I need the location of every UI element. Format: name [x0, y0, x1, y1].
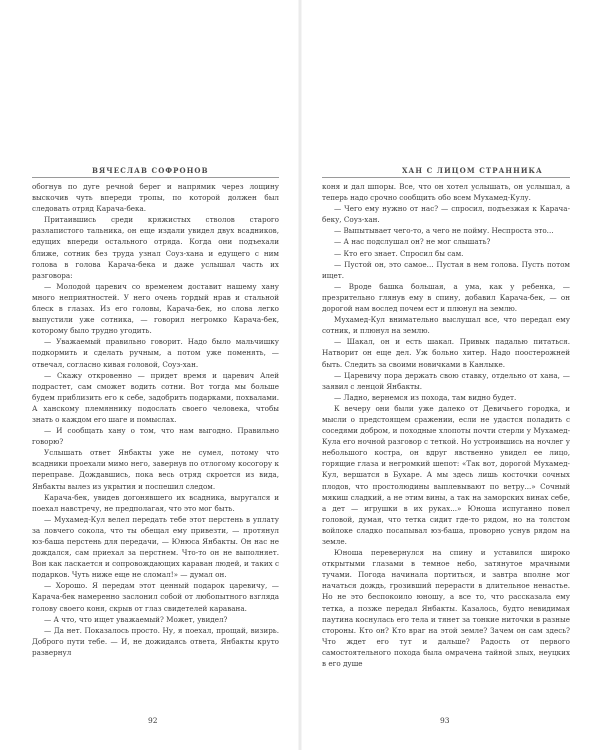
paragraph: — Царевичу пора держать свою ставку, отдельно от хана, — заявил с ленцой Янбакты. — [322, 370, 570, 391]
paragraph: — И сообщать хану о том, что нам выгодно. Правильно говорю? — [32, 426, 279, 447]
paragraph: — Молодой царевич со временем доставит нашему хану много неприятностей. У него очень гордый нрав и стальной блеск в глазах. Из его головы, Карача-бек, но слова легко выпустили уже сотника, — говорил негромко Карача-бек, которому было трудно угодить. — [32, 281, 279, 336]
paragraph: Услышать ответ Янбакты уже не сумел, потому что всадники проехали мимо него, завернув по отлогому косогору к переправе. Дождавшись, пока весь отряд скроется из вида, Янбакты вылез из укрытия и поспешил следом. — [32, 448, 279, 491]
paragraph: — Хорошо. Я передам этот ценный подарок царевичу, — Карача-бек намеренно заслонил собой от любопытного взгляда голову своего коня, скрыв от глаз свидетелей каравана. — [32, 581, 279, 613]
left-running-head: ВЯЧЕСЛАВ СОФРОНОВ — [92, 166, 209, 175]
right-page-number: 93 — [440, 716, 450, 725]
right-running-head: ХАН С ЛИЦОМ СТРАННИКА — [402, 166, 543, 175]
paragraph: — Шакал, он и есть шакал. Привык падалью питаться. Натворит он еще дел. Уж больно хитер. Надо поостерожней быть. Следить за своими новичками в Канлыке. — [322, 337, 570, 369]
right-body-text — [322, 181, 570, 669]
right-header-rule — [322, 177, 570, 178]
paragraph: Юноша перевернулся на спину и уставился широко открытыми глазами в темное небо, затянутое мрачными тучами. Погода начинала портиться, и завтра вполне мог начаться дождь, грозивший перерасти в длительное ненастье. Но не это беспокоило юношу, а все то, что рассказала ему тетка, а позже передал Янбакты. Казалось, будто невидимая паутина коснулась его тела и тянет за тонкие ниточки в разные стороны. Кто он? Кто враг на этой земле? Зачем он сам здесь? Что ждет его тут и дальше? Радость от первого самостоятельного похода была омрачена тайной злых, неуцких в его душе — [322, 548, 570, 669]
paragraph: — Вроде башка большая, а ума, как у ребенка, — презрительно глянув ему в спину, добавил Карача-бек, — он дорогой нам вослед почем ест и плюнул на землю. — [322, 281, 570, 314]
paragraph: — Ладно, вернемся из похода, там видно будет. — [334, 392, 517, 402]
paragraph: Мухамед-Кул внимательно выслушал все, что передал ему сотник, и плюнул на землю. — [322, 315, 570, 336]
paragraph: — Чего ему нужно от нас? — спросил, подъезжая к Карача-беку, Соуз-хан. — [322, 204, 570, 225]
paragraph: — Уважаемый правильно говорит. Надо было мальчишку подкормить и сделать ручным, а потом уже поменять, — отвечал, согласно кивая головой, Соуз-хан. — [32, 337, 279, 369]
paragraph: — Мухамед-Кул велел передать тебе этот перстень в уплату за ловчего сокола, что ты обещал ему привезти, — протянул юз-баша перстень для передачи, — Юнюса Янбакты. Он нас не дождался, сам приехал за перстнем. Что-то он не выполняет. Вон как ласкается и сопровождающих караван людей, и таких с подарков. Чуть ниже еще не сломал!» — думал он. — [32, 514, 279, 580]
right-page — [300, 0, 600, 750]
left-page-number: 92 — [148, 716, 158, 725]
paragraph: коня и дал шпоры. Все, что он хотел услышать, он услышал, а теперь надо срочно сообщить обо всем Мухамед-Кулу. — [322, 182, 570, 203]
paragraph: — Выпытывает чего-то, а чего не пойму. Неспроста это... — [334, 226, 554, 236]
left-header-rule — [32, 177, 279, 178]
paragraph: — А что, что ищет уважаемый? Может, увидел? — [44, 614, 228, 624]
paragraph: — Да нет. Показалось просто. Ну, я поехал, прощай, визирь. Доброго пути тебе. — И, не дожидаясь ответа, Янбакты круто развернул — [32, 625, 279, 657]
paragraph: обогнув по дуге речной берег и напрямик через лощину выскочив чуть впереди тропы, по которой должен был следовать отряд Карача-бека. — [32, 182, 279, 214]
paragraph: — Пустой он, это самое... Пустая в нем голова. Пусть потом ищет. — [322, 259, 570, 280]
paragraph: — Скажу откровенно — придет время и царевич Алей подрастет, сам сможет водить сотни. Вот тогда мы больше будем приблизить его к себе, задобрить подарками, похвалами. А ханскому племяннику подослать своего человека, чтобы знать о каждом его шаге и помыслах. — [32, 370, 279, 424]
paragraph: — А нас подслушал он? не мог слышать? — [334, 237, 491, 247]
paragraph: Карача-бек, увидев догонявшего их всадника, выругался и поехал навстречу, не предполагая, что это мог быть. — [32, 492, 279, 513]
left-body-text — [32, 181, 279, 658]
paragraph: К вечеру они были уже далеко от Девичьего городка, и мысли о предстоящем сражении, если не удастся поладить с соседями добром, и походные хлопоты почти стерли у Мухамед-Кула его ночной разговор с теткой. Но устроившись на ночлег у небольшого костра, он вдруг явственно увидел ее лицо, горящие глаза и негромкий шепот: «Так вот, дорогой Мухамед-Кул, вершатся в Бухаре. А мы здесь лишь косточки сочных плодов, что простолюдины выплевывают по ветру...» Сочный мякиш сладкий, а не этим вины, а так на заморских винах себе, а дет — игрушки в их руках...» Юноша испуганно повел головой, думая, что тетка сидит где-то рядом, но на толстом войлоке сладко посапывал юз-баша, проворно уснув рядом на земле. — [322, 403, 570, 546]
paragraph: Притаившись среди кряжистых стволов старого разлапистого тальника, он еще издали увидел двух всадников, едущих впереди остального отряда. Когда они подъехали ближе, сотник без труда узнал Соуз-хана и едущего с ним голова в голова Карача-бека и даже услышал часть их разговора: — [32, 215, 279, 280]
paragraph: — Кто его знает. Спросил бы сам. — [334, 248, 464, 258]
